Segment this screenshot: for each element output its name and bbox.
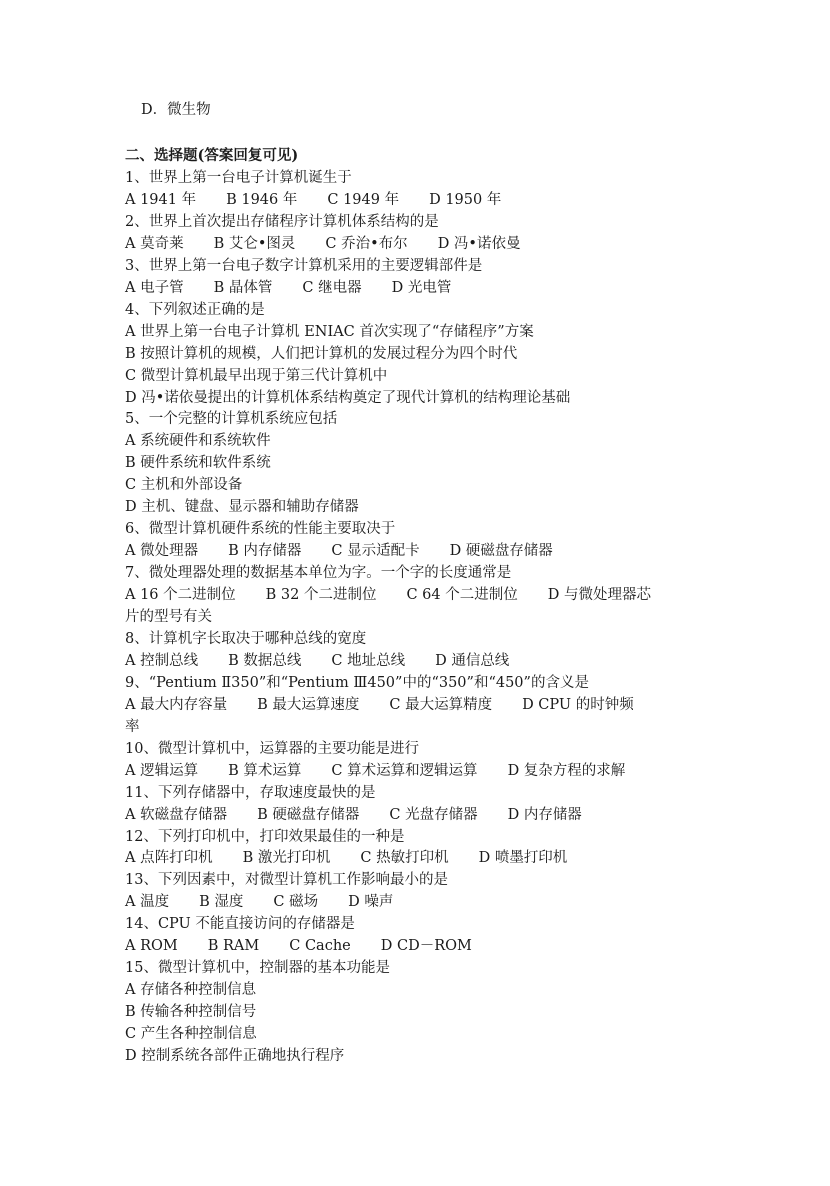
answer-option: C 继电器 bbox=[302, 279, 362, 296]
answer-option: D 硬磁盘存储器 bbox=[449, 543, 553, 560]
answer-option: C 光盘存储器 bbox=[389, 806, 478, 823]
answer-option: B 湿度 bbox=[199, 894, 244, 911]
answer-option: C 磁场 bbox=[273, 894, 319, 911]
answer-option: A ROM bbox=[125, 938, 178, 955]
answer-option: A 最大内存容量 bbox=[125, 696, 228, 713]
answer-option: A 系统硬件和系统软件 bbox=[125, 433, 271, 450]
option-line bbox=[125, 540, 553, 562]
option-line bbox=[125, 343, 517, 365]
answer-option: B 艾仑•图灵 bbox=[213, 235, 296, 252]
answer-option: B 1946 年 bbox=[226, 191, 298, 208]
option-line bbox=[125, 694, 634, 716]
previous-option: D．微生物 bbox=[141, 102, 211, 118]
answer-option: A 电子管 bbox=[125, 279, 184, 296]
option-line bbox=[125, 189, 501, 211]
answer-option: B 最大运算速度 bbox=[257, 696, 360, 713]
question-9: 9、“Pentium Ⅱ350”和“Pentium Ⅲ450”中的“350”和“450”的含义是 bbox=[125, 674, 589, 691]
option-line bbox=[125, 1001, 256, 1023]
option-line bbox=[125, 321, 534, 343]
answer-option: A 逻辑运算 bbox=[125, 762, 199, 779]
option-line bbox=[125, 387, 570, 409]
answer-option: D 噪声 bbox=[348, 894, 394, 911]
answer-option: D 主机、键盘、显示器和辅助存储器 bbox=[125, 499, 359, 516]
answer-option: A 温度 bbox=[125, 894, 170, 911]
answer-option: C 产生各种控制信息 bbox=[125, 1026, 257, 1043]
answer-option: A 存储各种控制信息 bbox=[125, 982, 257, 999]
answer-option: C 显示适配卡 bbox=[331, 543, 420, 560]
question-3: 3、世界上第一台电子数字计算机采用的主要逻辑部件是 bbox=[125, 257, 483, 274]
option-line bbox=[125, 233, 520, 255]
answer-option: 片的型号有关 bbox=[125, 609, 212, 625]
answer-option: D CD－ROM bbox=[380, 938, 472, 955]
answer-option: C 乔治•布尔 bbox=[325, 235, 408, 252]
answer-option: C 算术运算和逻辑运算 bbox=[331, 762, 478, 779]
answer-option: B 内存储器 bbox=[228, 543, 302, 560]
answer-option: D 复杂方程的求解 bbox=[507, 762, 626, 779]
section-heading: 二、选择题(答案回复可见) bbox=[125, 147, 299, 164]
option-line bbox=[125, 804, 582, 826]
answer-option: D CPU 的时钟频 bbox=[522, 696, 634, 713]
answer-option: A 点阵打印机 bbox=[125, 850, 213, 867]
answer-option: D 内存储器 bbox=[507, 806, 582, 823]
answer-option: C Cache bbox=[289, 938, 351, 955]
question-4: 4、下列叙述正确的是 bbox=[125, 301, 265, 318]
option-line bbox=[125, 716, 140, 738]
question-14: 14、CPU 不能直接访问的存储器是 bbox=[125, 916, 355, 933]
answer-option: B 传输各种控制信号 bbox=[125, 1004, 257, 1021]
question-2: 2、世界上首次提出存储程序计算机体系结构的是 bbox=[125, 213, 439, 230]
question-7: 7、微处理器处理的数据基本单位为字。一个字的长度通常是 bbox=[125, 565, 512, 582]
answer-option: C 64 个二进制位 bbox=[406, 587, 518, 604]
answer-option: 率 bbox=[125, 718, 140, 735]
answer-option: B 算术运算 bbox=[228, 762, 302, 779]
option-line bbox=[125, 430, 271, 452]
option-line bbox=[125, 891, 393, 913]
option-line bbox=[125, 847, 567, 869]
answer-option: A 1941 年 bbox=[125, 191, 197, 208]
answer-option: D 控制系统各部件正确地执行程序 bbox=[125, 1048, 345, 1064]
answer-option: B 晶体管 bbox=[213, 279, 273, 296]
answer-option: B 激光打印机 bbox=[242, 850, 331, 867]
answer-option: C 最大运算精度 bbox=[389, 696, 493, 713]
option-line bbox=[125, 584, 651, 606]
answer-option: C 主机和外部设备 bbox=[125, 477, 243, 494]
option-line bbox=[125, 452, 271, 474]
option-line bbox=[125, 496, 359, 518]
answer-option: D 通信总线 bbox=[435, 652, 510, 669]
question-5: 5、一个完整的计算机系统应包括 bbox=[125, 411, 338, 428]
answer-option: B 硬件系统和软件系统 bbox=[125, 455, 271, 472]
option-line bbox=[125, 760, 625, 782]
answer-option: A 16 个二进制位 bbox=[125, 587, 236, 604]
question-11: 11、下列存储器中，存取速度最快的是 bbox=[125, 784, 376, 801]
option-line bbox=[125, 277, 451, 299]
answer-option: C 微型计算机最早出现于第三代计算机中 bbox=[125, 367, 388, 384]
answer-option: A 软磁盘存储器 bbox=[125, 806, 228, 823]
option-line bbox=[125, 606, 212, 628]
answer-option: B RAM bbox=[207, 938, 260, 955]
question-13: 13、下列因素中，对微型计算机工作影响最小的是 bbox=[125, 872, 448, 889]
answer-option: A 控制总线 bbox=[125, 652, 199, 669]
answer-option: D 1950 年 bbox=[429, 191, 502, 208]
answer-option: C 1949 年 bbox=[327, 191, 400, 208]
question-8: 8、计算机字长取决于哪种总线的宽度 bbox=[125, 630, 367, 647]
option-line bbox=[125, 650, 509, 672]
answer-option: D 冯•诺依曼 bbox=[437, 235, 521, 252]
answer-option: B 硬磁盘存储器 bbox=[257, 806, 360, 823]
answer-option: A 微处理器 bbox=[125, 543, 199, 560]
answer-option: B 32 个二进制位 bbox=[265, 587, 377, 604]
option-line bbox=[125, 474, 242, 496]
answer-option: D 光电管 bbox=[391, 279, 452, 296]
answer-option: B 数据总线 bbox=[228, 652, 302, 669]
answer-option: D 喷墨打印机 bbox=[478, 850, 568, 867]
answer-option: C 地址总线 bbox=[331, 652, 406, 669]
question-10: 10、微型计算机中，运算器的主要功能是进行 bbox=[125, 740, 419, 757]
watermark bbox=[380, 1073, 460, 1186]
answer-option: D 与微处理器芯 bbox=[547, 587, 651, 604]
answer-option: A 莫奇莱 bbox=[125, 235, 184, 252]
option-line bbox=[125, 1023, 257, 1045]
answer-option: D 冯•诺依曼提出的计算机体系结构奠定了现代计算机的结构理论基础 bbox=[125, 389, 571, 406]
question-6: 6、微型计算机硬件系统的性能主要取决于 bbox=[125, 521, 396, 538]
answer-option: B 按照计算机的规模，人们把计算机的发展过程分为四个时代 bbox=[125, 345, 518, 362]
question-12: 12、下列打印机中，打印效果最佳的一种是 bbox=[125, 828, 405, 845]
option-line bbox=[125, 979, 256, 1001]
option-line bbox=[125, 935, 472, 957]
question-1: 1、世界上第一台电子计算机诞生于 bbox=[125, 170, 352, 186]
option-line bbox=[125, 1045, 344, 1067]
answer-option: A 世界上第一台电子计算机 ENIAC 首次实现了“存储程序”方案 bbox=[125, 323, 534, 340]
answer-option: C 热敏打印机 bbox=[360, 850, 449, 867]
option-line bbox=[125, 365, 387, 387]
question-15: 15、微型计算机中，控制器的基本功能是 bbox=[125, 960, 390, 977]
